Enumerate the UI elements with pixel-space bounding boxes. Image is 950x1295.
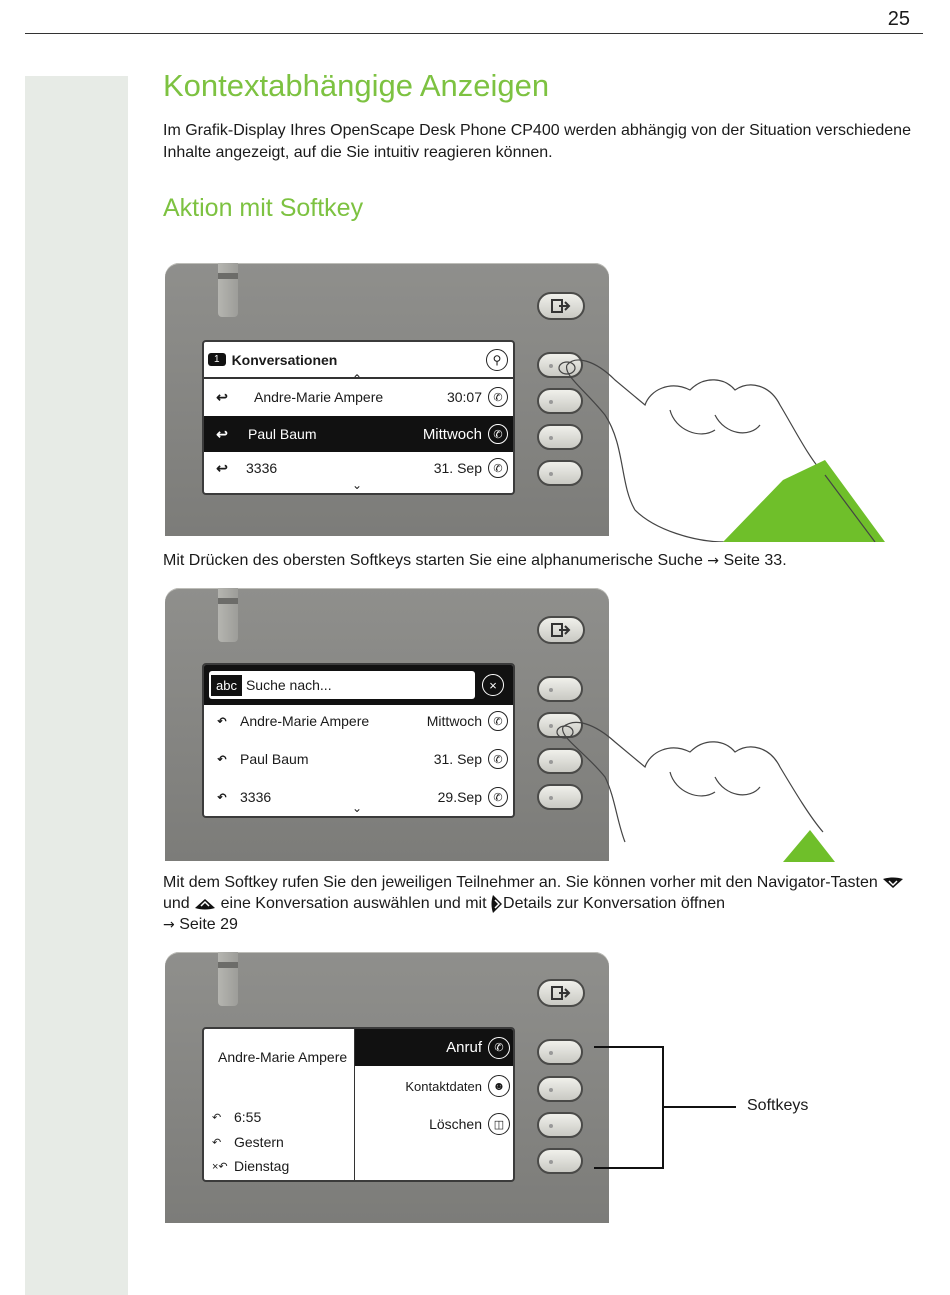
chevron-down-icon: ⌄ xyxy=(352,801,363,815)
caption-2-und: und xyxy=(163,895,190,912)
caption-2-text-b: eine Konversation auswählen und mit xyxy=(220,895,487,912)
legend-label: Softkeys xyxy=(747,1097,809,1114)
call-time: 31. Sep xyxy=(433,751,482,767)
history-item xyxy=(212,1158,289,1174)
caption-2-text-a: Mit dem Softkey rufen Sie den jeweiligen Teilnehmer an. Sie können vorher mit den Navigator-Tasten xyxy=(163,874,878,891)
contact-name: Paul Baum xyxy=(240,751,309,767)
navigator-up-key-icon xyxy=(194,898,216,910)
trash-icon: ◫ xyxy=(488,1113,510,1135)
caption-2 xyxy=(163,872,923,936)
exit-key[interactable] xyxy=(537,979,585,1007)
exit-key[interactable] xyxy=(537,292,585,320)
menu-item-kontaktdaten[interactable] xyxy=(355,1069,515,1103)
list-item[interactable] xyxy=(204,703,513,739)
call-history-icon: ↶ xyxy=(217,715,227,728)
exit-key[interactable] xyxy=(537,616,585,644)
missed-call-icon: ×↶ xyxy=(212,1160,228,1173)
contact-icon: ☻ xyxy=(488,1075,510,1097)
softkey-4[interactable] xyxy=(537,1148,583,1174)
intro-text: Im Grafik-Display Ihres OpenScape Desk Phone CP400 werden abhängig von der Situation verschiedene Inhalte angezeigt, auf die Sie intuitiv reagieren können. xyxy=(163,122,911,161)
incoming-call-icon: ↩ xyxy=(216,425,228,442)
call-history-icon: ↶ xyxy=(212,1136,222,1149)
display-screen xyxy=(202,340,515,495)
side-band xyxy=(25,76,128,1295)
incoming-call-icon: ↩ xyxy=(216,388,228,405)
exit-icon xyxy=(551,298,571,314)
phone-icon[interactable]: ✆ xyxy=(488,424,508,444)
page-number: 25 xyxy=(887,8,910,30)
navigator-down-key-icon xyxy=(882,877,904,889)
call-time: 31. Sep xyxy=(433,460,482,476)
call-history-icon: ↶ xyxy=(217,791,227,804)
history-time: Dienstag xyxy=(234,1158,290,1174)
contact-name: Andre-Marie Ampere xyxy=(240,713,370,729)
call-time: Mittwoch xyxy=(422,425,482,443)
chevron-up-icon: ⌃ xyxy=(352,372,363,386)
caption-2-ref[interactable]: Seite 29 xyxy=(179,916,238,933)
phone-illustration-2 xyxy=(165,588,609,861)
contact-name: 3336 xyxy=(240,789,272,805)
legend-line xyxy=(594,1167,664,1169)
chevron-down-icon: ⌄ xyxy=(352,478,363,492)
page-title: Kontextabhängige Anzeigen xyxy=(163,68,550,103)
contact-pane xyxy=(204,1029,355,1180)
softkey-3[interactable] xyxy=(537,1112,583,1138)
search-field[interactable] xyxy=(209,671,475,699)
exit-icon xyxy=(551,622,571,638)
close-icon[interactable]: × xyxy=(482,674,504,696)
menu-item-loeschen[interactable] xyxy=(355,1107,515,1141)
display-screen xyxy=(202,1027,515,1182)
phone-notch xyxy=(218,952,238,1006)
incoming-call-icon: ↩ xyxy=(216,459,228,476)
section-title: Aktion mit Softkey xyxy=(163,194,364,222)
display-screen xyxy=(202,663,515,818)
input-mode-badge: abc xyxy=(211,675,242,696)
menu-label: Kontaktdaten xyxy=(405,1078,482,1094)
call-time: 29.Sep xyxy=(437,789,482,805)
arrow-right-icon: → xyxy=(707,553,720,569)
contact-name: Andre-Marie Ampere xyxy=(254,389,384,405)
menu-label: Anruf xyxy=(446,1039,482,1056)
history-item xyxy=(212,1134,284,1150)
phone-icon[interactable]: ✆ xyxy=(488,749,508,769)
contact-name: Paul Baum xyxy=(248,426,317,442)
navigator-right-key-icon xyxy=(491,894,503,914)
phone-icon: ✆ xyxy=(488,1037,510,1059)
menu-label: Löschen xyxy=(429,1116,482,1132)
legend-line xyxy=(594,1046,664,1048)
search-icon[interactable]: ⚲ xyxy=(486,349,508,371)
softkey-1[interactable] xyxy=(537,676,583,702)
menu-item-anruf[interactable] xyxy=(355,1029,515,1066)
softkey-2[interactable] xyxy=(537,1076,583,1102)
call-time: 30:07 xyxy=(446,389,482,405)
phone-notch xyxy=(218,588,238,642)
list-item[interactable] xyxy=(204,379,513,415)
caption-1-text: Mit Drücken des obersten Softkeys starten Sie eine alphanumerische Suche xyxy=(163,552,703,569)
phone-icon[interactable]: ✆ xyxy=(488,387,508,407)
exit-icon xyxy=(551,985,571,1001)
contact-name: Andre-Marie Ampere xyxy=(218,1049,348,1065)
list-item[interactable] xyxy=(204,741,513,777)
screen-header-title: Konversationen xyxy=(231,351,338,368)
history-time: Gestern xyxy=(234,1134,284,1150)
legend-bracket xyxy=(662,1046,664,1169)
caption-1 xyxy=(163,550,923,572)
call-history-icon: ↶ xyxy=(212,1111,222,1124)
call-history-icon: ↶ xyxy=(217,753,227,766)
phone-icon[interactable]: ✆ xyxy=(488,787,508,807)
phone-icon[interactable]: ✆ xyxy=(488,711,508,731)
caption-2-text-c: Details zur Konversation öffnen xyxy=(503,895,726,912)
phone-illustration-1 xyxy=(165,263,609,536)
phone-icon[interactable]: ✆ xyxy=(488,458,508,478)
list-item-selected[interactable] xyxy=(204,416,513,452)
contact-name: 3336 xyxy=(246,460,278,476)
search-bar xyxy=(204,665,513,705)
search-input[interactable]: Suche nach... xyxy=(245,677,332,693)
caption-1-ref[interactable]: Seite 33. xyxy=(723,552,787,569)
conversation-badge: 1 xyxy=(208,353,226,366)
history-time: 6:55 xyxy=(234,1109,262,1125)
arrow-right-icon: → xyxy=(163,917,175,933)
softkey-1[interactable] xyxy=(537,1039,583,1065)
legend-line xyxy=(662,1106,736,1108)
pointing-hand-illustration-1 xyxy=(555,320,885,542)
call-time: Mittwoch xyxy=(426,713,482,729)
top-rule xyxy=(25,33,923,34)
history-item xyxy=(212,1109,261,1125)
phone-notch xyxy=(218,263,238,317)
pointing-hand-illustration-2 xyxy=(555,712,885,862)
phone-illustration-3 xyxy=(165,952,609,1223)
